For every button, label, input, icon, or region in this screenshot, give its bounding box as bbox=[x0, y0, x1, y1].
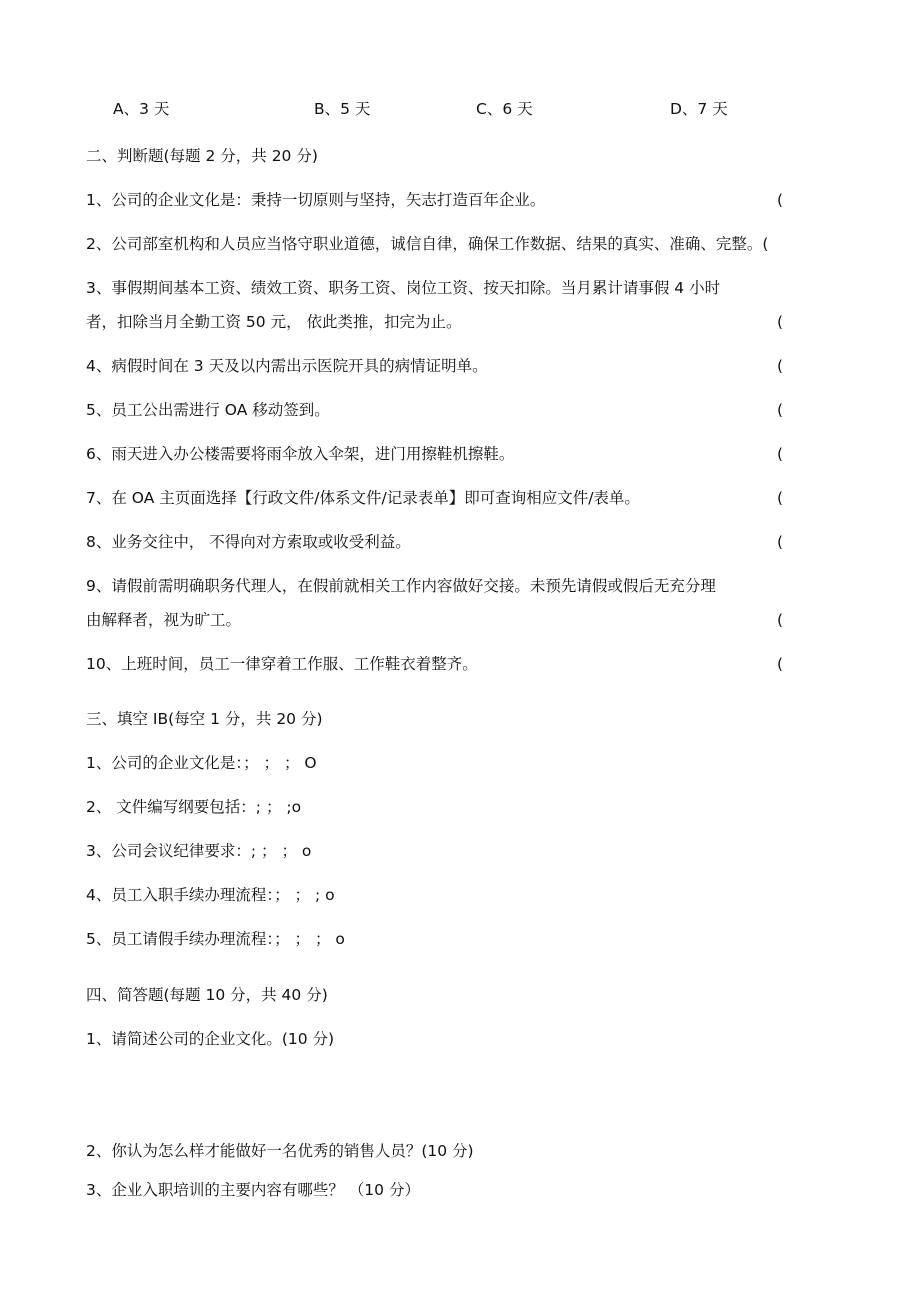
answer-paren-4: ( bbox=[777, 357, 784, 375]
judgement-item-10: 10、上班时间，员工一律穿着工作服、工作鞋衣着整齐。 bbox=[86, 655, 478, 673]
judgement-item-9-line2: 由解释者，视为旷工。 bbox=[86, 611, 242, 629]
short-answer-item-2: 2、你认为怎么样才能做好一名优秀的销售人员？(10 分) bbox=[86, 1142, 474, 1160]
judgement-item-5: 5、员工公出需进行 OA 移动签到。 bbox=[86, 401, 330, 419]
judgement-item-3-line1: 3、事假期间基本工资、绩效工资、职务工资、岗位工资、按天扣除。当月累计请事假 4 小时 bbox=[86, 279, 721, 297]
fill-blank-item-3: 3、公司会议纪律要求：; ； ； o bbox=[86, 842, 312, 860]
option-d: D、7 天 bbox=[670, 100, 728, 118]
judgement-item-8: 8、业务交往中， 不得向对方索取或收受利益。 bbox=[86, 533, 411, 551]
section-title-fill-blank: 三、填空 IB(每空 1 分，共 20 分) bbox=[86, 710, 323, 728]
section-title-short-answer: 四、简答题(每题 10 分，共 40 分) bbox=[86, 986, 328, 1004]
answer-paren-1: ( bbox=[777, 191, 784, 209]
judgement-item-7: 7、在 OA 主页面选择【行政文件/体系文件/记录表单】即可查询相应文件/表单。 bbox=[86, 489, 640, 507]
answer-paren-3: ( bbox=[777, 313, 784, 331]
judgement-item-9-line1: 9、请假前需明确职务代理人，在假前就相关工作内容做好交接。未预先请假或假后无充分理 bbox=[86, 577, 716, 595]
judgement-item-1: 1、公司的企业文化是：秉持一切原则与坚持，矢志打造百年企业。 bbox=[86, 191, 546, 209]
judgement-item-6: 6、雨天进入办公楼需要将雨伞放入伞架，进门用擦鞋机擦鞋。 bbox=[86, 445, 515, 463]
short-answer-item-1: 1、请简述公司的企业文化。(10 分) bbox=[86, 1030, 335, 1048]
short-answer-item-3: 3、企业入职培训的主要内容有哪些？ （10 分） bbox=[86, 1181, 420, 1199]
answer-paren-8: ( bbox=[777, 533, 784, 551]
judgement-item-2: 2、公司部室机构和人员应当恪守职业道德，诚信自律，确保工作数据、结果的真实、准确、完整。( bbox=[86, 235, 769, 253]
fill-blank-item-4: 4、员工入职手续办理流程：； ； ; o bbox=[86, 886, 335, 904]
fill-blank-item-1: 1、公司的企业文化是：； ； ； O bbox=[86, 754, 317, 772]
section-title-judgement: 二、判断题(每题 2 分，共 20 分) bbox=[86, 147, 318, 165]
option-a: A、3 天 bbox=[113, 100, 170, 118]
answer-paren-10: ( bbox=[777, 655, 784, 673]
fill-blank-item-2: 2、 文件编写纲要包括：; ； ;o bbox=[86, 798, 302, 816]
answer-paren-9: ( bbox=[777, 611, 784, 629]
option-b: B、5 天 bbox=[314, 100, 371, 118]
answer-paren-6: ( bbox=[777, 445, 784, 463]
option-c: C、6 天 bbox=[476, 100, 533, 118]
answer-paren-5: ( bbox=[777, 401, 784, 419]
answer-paren-7: ( bbox=[777, 489, 784, 507]
fill-blank-item-5: 5、员工请假手续办理流程：； ； ； o bbox=[86, 930, 345, 948]
judgement-item-4: 4、病假时间在 3 天及以内需出示医院开具的病情证明单。 bbox=[86, 357, 488, 375]
judgement-item-3-line2: 者，扣除当月全勤工资 50 元， 依此类推，扣完为止。 bbox=[86, 313, 462, 331]
